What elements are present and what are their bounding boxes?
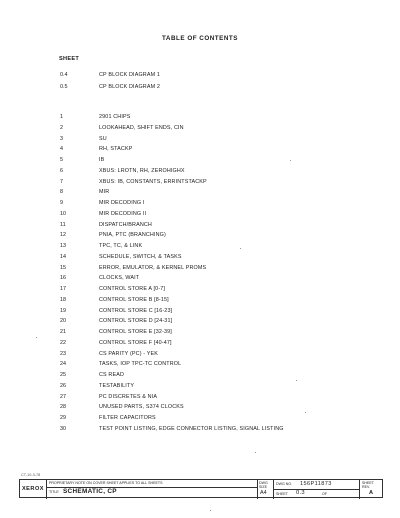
drawing-number: 156P11873 (300, 481, 332, 487)
toc-sheet-number: 14 (60, 253, 66, 260)
scan-speck (210, 510, 211, 511)
toc-description: UNUSED PARTS, S374 CLOCKS (99, 404, 184, 411)
revision-cell (360, 480, 384, 499)
toc-sheet-number: 25 (60, 372, 66, 378)
toc-sheet-number: 0.4 (60, 72, 68, 78)
rev-label-sheet: SHEET (362, 481, 374, 485)
toc-description: SCHEDULE, SWITCH, & TASKS (99, 253, 182, 260)
title-block-main (47, 480, 258, 499)
toc-sheet-number: 3 (60, 135, 63, 142)
scan-speck (290, 160, 291, 161)
size-label-dwg: DWG (259, 481, 268, 485)
toc-description: MIR (99, 189, 110, 196)
sheet-number: 0.3 (296, 490, 305, 496)
toc-description: XBUS: LROTN, RH, ZEROHIGHX (99, 167, 185, 174)
toc-description: CONTROL STORE C [16-23] (99, 307, 173, 314)
toc-description: FILTER CAPACITORS (99, 415, 156, 421)
drawing-title: SCHEMATIC, CP (63, 488, 117, 495)
sheet-label: SHEET (276, 492, 288, 496)
toc-description: CONTROL STORE D [24-31] (99, 318, 173, 325)
revision-letter: A (369, 490, 374, 496)
toc-description: TPC, TC, & LINK (99, 243, 143, 249)
proprietary-note: PROPRIETARY NOTE ON COVER SHEET APPLIES TO ALL SHEETS (49, 481, 163, 485)
toc-sheet-number: 27 (60, 393, 66, 400)
toc-sheet-number: 16 (60, 275, 66, 282)
toc-sheet-number: 0.5 (60, 84, 68, 90)
toc-sheet-number: 24 (60, 361, 66, 368)
company-name: XEROX (20, 480, 47, 499)
toc-description: MIR DECODING II (99, 210, 147, 217)
drawing-number-cell (274, 480, 360, 499)
toc-sheet-number: 26 (60, 382, 66, 389)
toc-description: ERROR, EMULATOR, & KERNEL PROMS (99, 264, 207, 271)
toc-description: PNIA, PTC (BRANCHING) (99, 232, 166, 239)
toc-sheet-number: 21 (60, 329, 66, 335)
toc-sheet-number: 9 (60, 200, 63, 206)
toc-description: CONTROL STORE F [40-47] (99, 339, 172, 346)
toc-sheet-number: 5 (60, 157, 63, 163)
toc-description: CS PARITY (PC) - YEK (99, 350, 159, 357)
toc-sheet-number: 4 (60, 146, 63, 153)
sheet-column-heading: SHEET (59, 56, 80, 62)
toc-description: CS READ (99, 372, 125, 378)
toc-description: PC DISCRETES & NIA (99, 393, 158, 400)
title-block (19, 479, 383, 498)
toc-description: CONTROL STORE A [0-7] (99, 286, 166, 292)
rev-label-rev: REV. (362, 485, 371, 489)
toc-sheet-number: 13 (60, 243, 66, 249)
toc-description: TESTABILITY (99, 382, 135, 389)
toc-description: MIR DECODING I (99, 200, 145, 206)
toc-description: TEST POINT LISTING, EDGE CONNECTOR LISTING, SIGNAL LISTING (99, 425, 284, 432)
toc-sheet-number: 6 (60, 167, 63, 174)
toc-description: CONTROL STORE B [8-15] (99, 296, 169, 303)
toc-description: XBUS: IB, CONSTANTS, ERRINTSTACKP (99, 178, 207, 185)
size-label-size: SIZE (259, 485, 267, 489)
of-label: OF (322, 492, 327, 496)
form-reference: CT-10-3-78 (21, 473, 41, 477)
toc-sheet-number: 23 (60, 350, 66, 357)
toc-description: 2901 CHIPS (99, 114, 131, 120)
scan-speck (305, 412, 306, 413)
toc-sheet-number: 11 (60, 221, 66, 228)
toc-sheet-number: 12 (60, 232, 66, 239)
toc-description: RH, STACKP (99, 146, 133, 153)
toc-sheet-number: 7 (60, 178, 63, 185)
toc-sheet-number: 17 (60, 286, 66, 292)
toc-sheet-number: 28 (60, 404, 66, 411)
toc-sheet-number: 18 (60, 296, 66, 303)
title-label: TITLE (49, 490, 59, 494)
toc-sheet-number: 2 (60, 124, 63, 131)
toc-description: LOOKAHEAD, SHIFT ENDS, CIN (99, 124, 184, 131)
toc-description: TASKS, IOP TPC-TC CONTROL (99, 361, 182, 368)
scan-speck (296, 380, 297, 381)
toc-sheet-number: 19 (60, 307, 66, 314)
toc-description: IB (99, 157, 105, 163)
scan-speck (240, 248, 241, 249)
dwg-divider (274, 489, 359, 490)
size-cell (258, 480, 274, 499)
toc-description: SU (99, 135, 107, 142)
toc-description: CONTROL STORE E [32-39] (99, 329, 172, 335)
toc-sheet-number: 10 (60, 210, 66, 217)
drawing-size: A4 (260, 490, 267, 496)
document-title: TABLE OF CONTENTS (162, 35, 238, 42)
toc-sheet-number: 22 (60, 339, 66, 346)
toc-description: DISPATCH/BRANCH (99, 221, 152, 228)
dwg-no-label: DWG NO. (276, 482, 293, 486)
toc-sheet-number: 20 (60, 318, 66, 325)
toc-description: CP BLOCK DIAGRAM 2 (99, 84, 161, 90)
toc-sheet-number: 15 (60, 264, 66, 271)
toc-sheet-number: 1 (60, 114, 63, 120)
scan-speck (36, 337, 37, 338)
toc-sheet-number: 29 (60, 415, 66, 421)
toc-description: CLOCKS, WAIT (99, 275, 140, 282)
scan-speck (255, 452, 256, 453)
toc-description: CP BLOCK DIAGRAM 1 (99, 72, 161, 78)
toc-sheet-number: 8 (60, 189, 63, 196)
toc-sheet-number: 30 (60, 425, 66, 432)
